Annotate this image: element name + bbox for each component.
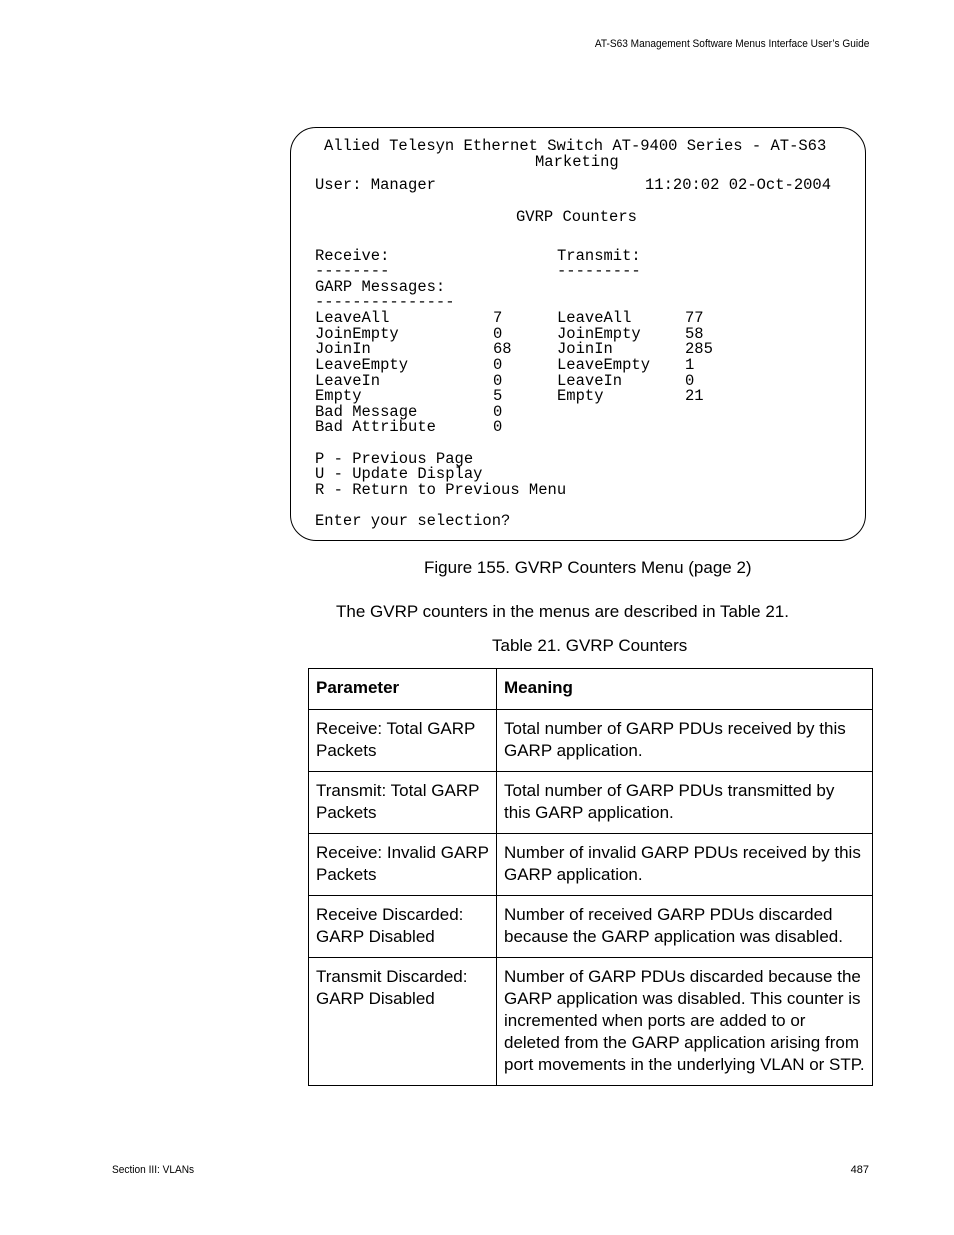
transmit-counter-value: 77 <box>685 309 704 327</box>
receive-counter-name: Bad Attribute <box>315 418 436 436</box>
table-row <box>309 834 873 896</box>
page-number: 487 <box>850 1164 869 1176</box>
receive-counter-name: JoinIn <box>315 340 371 358</box>
transmit-counter-name: LeaveEmpty <box>557 356 651 374</box>
terminal-title-line1: Allied Telesyn Ethernet Switch AT-9400 Series - AT-S63 <box>324 137 827 155</box>
receive-counter-name: LeaveAll <box>315 309 390 327</box>
transmit-counter-name: Empty <box>557 387 604 405</box>
meaning-cell: Number of invalid GARP PDUs received by this GARP application. <box>497 834 873 896</box>
receive-counter-value: 0 <box>493 418 503 436</box>
meaning-cell: Number of GARP PDUs discarded because the GARP application was disabled. This counter is incremented when ports are added to or deleted from the GARP application arising from port movements in the underlying VLAN or STP. <box>497 958 873 1086</box>
terminal-timestamp: 11:20:02 02-Oct-2004 <box>645 176 832 194</box>
transmit-counter-value: 0 <box>685 372 695 390</box>
receive-counter-name: JoinEmpty <box>315 325 399 343</box>
table-row <box>309 772 873 834</box>
transmit-counter-value: 1 <box>685 356 695 374</box>
garp-messages-label: GARP Messages: <box>315 278 446 296</box>
footer-section: Section III: VLANs <box>112 1164 195 1176</box>
parameter-cell: Transmit: Total GARP Packets <box>309 772 497 834</box>
receive-counter-value: 0 <box>493 325 503 343</box>
terminal-title-line2: Marketing <box>535 153 619 171</box>
receive-label: Receive: <box>315 247 390 265</box>
meaning-cell: Total number of GARP PDUs received by this GARP application. <box>497 710 873 772</box>
figure-caption: Figure 155. GVRP Counters Menu (page 2) <box>424 558 752 577</box>
receive-counter-name: LeaveEmpty <box>315 356 409 374</box>
transmit-counter-value: 21 <box>685 387 704 405</box>
column-header-parameter: Parameter <box>309 669 497 710</box>
intro-paragraph: The GVRP counters in the menus are described in Table 21. <box>336 602 789 621</box>
column-header-meaning: Meaning <box>497 669 873 710</box>
terminal-user: User: Manager <box>315 176 436 194</box>
terminal-screen-title: GVRP Counters <box>516 208 637 226</box>
receive-counter-name: Empty <box>315 387 362 405</box>
running-header: AT-S63 Management Software Menus Interface User’s Guide <box>594 38 869 50</box>
receive-counter-value: 0 <box>493 372 503 390</box>
table-row <box>309 896 873 958</box>
transmit-counter-name: LeaveIn <box>557 372 623 390</box>
transmit-counter-value: 58 <box>685 325 704 343</box>
menu-option-return[interactable]: R - Return to Previous Menu <box>315 481 567 499</box>
receive-counter-value: 0 <box>493 403 503 421</box>
parameter-cell: Receive: Total GARP Packets <box>309 710 497 772</box>
selection-prompt[interactable]: Enter your selection? <box>315 512 511 530</box>
meaning-cell: Number of received GARP PDUs discarded because the GARP application was disabled. <box>497 896 873 958</box>
transmit-underline: --------- <box>557 262 641 280</box>
table-header-row <box>309 669 873 710</box>
receive-counter-value: 7 <box>493 309 503 327</box>
transmit-counter-value: 285 <box>685 340 713 358</box>
receive-counter-value: 5 <box>493 387 503 405</box>
transmit-counter-name: JoinEmpty <box>557 325 641 343</box>
menu-option-update-display[interactable]: U - Update Display <box>315 465 483 483</box>
table-row <box>309 710 873 772</box>
receive-counter-name: LeaveIn <box>315 372 381 390</box>
receive-counter-value: 68 <box>493 340 512 358</box>
parameter-cell: Transmit Discarded: GARP Disabled <box>309 958 497 1086</box>
receive-counter-value: 0 <box>493 356 503 374</box>
table-row <box>309 958 873 1086</box>
table-caption: Table 21. GVRP Counters <box>492 636 688 655</box>
meaning-cell: Total number of GARP PDUs transmitted by this GARP application. <box>497 772 873 834</box>
gvrp-counters-table <box>308 668 873 1086</box>
receive-underline: -------- <box>315 262 390 280</box>
parameter-cell: Receive Discarded: GARP Disabled <box>309 896 497 958</box>
transmit-counter-name: LeaveAll <box>557 309 632 327</box>
transmit-label: Transmit: <box>557 247 641 265</box>
transmit-counter-name: JoinIn <box>557 340 613 358</box>
receive-counter-name: Bad Message <box>315 403 418 421</box>
parameter-cell: Receive: Invalid GARP Packets <box>309 834 497 896</box>
garp-messages-underline: --------------- <box>315 293 455 311</box>
menu-option-previous-page[interactable]: P - Previous Page <box>315 450 474 468</box>
